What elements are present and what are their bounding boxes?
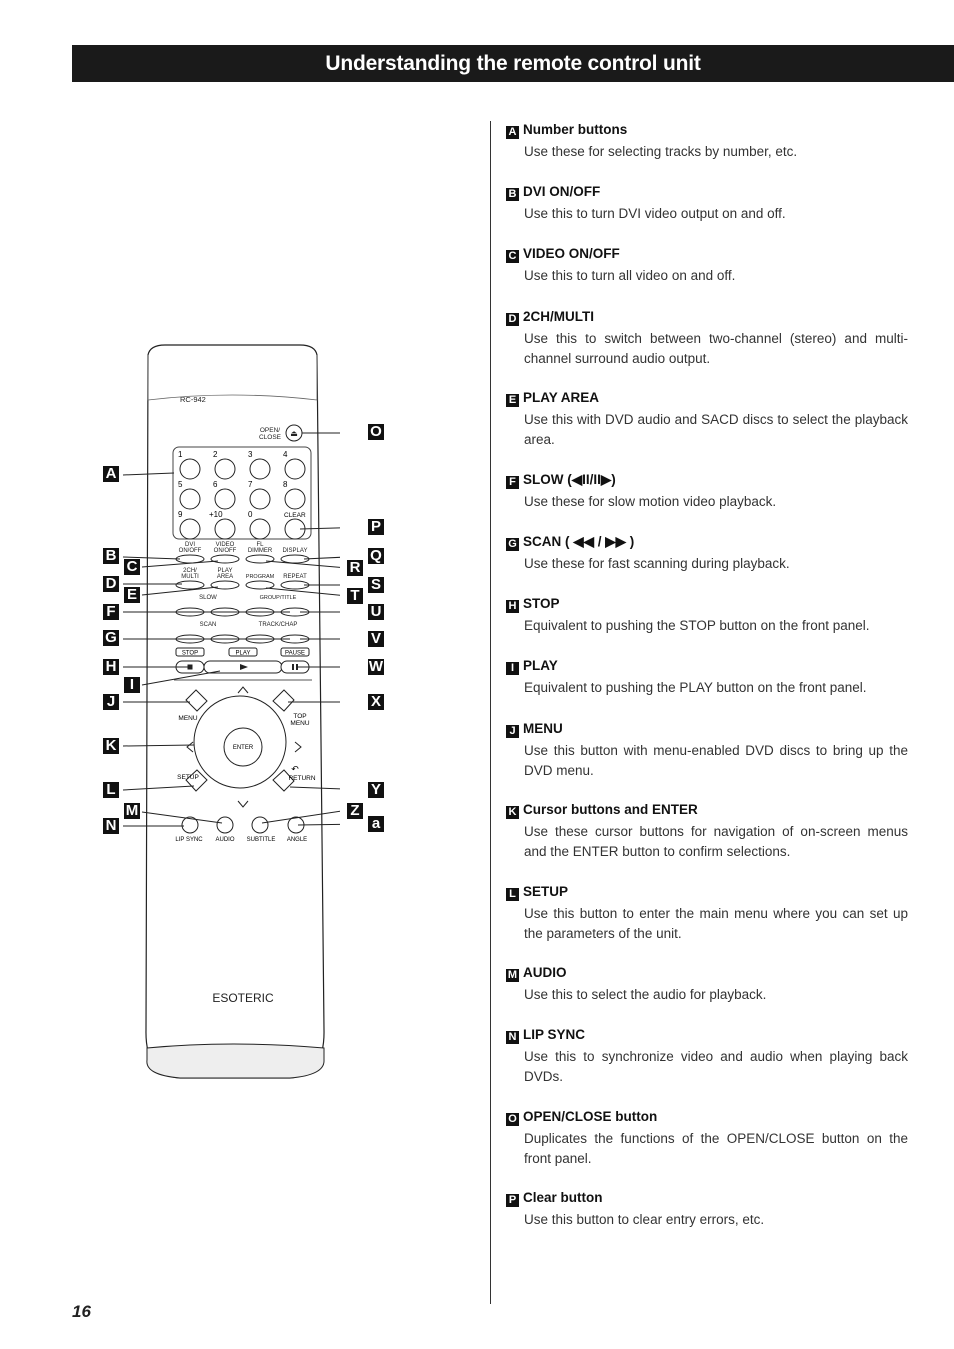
entry-title: STOP (523, 596, 560, 611)
remote-drawing (90, 340, 340, 1085)
angle-label: ANGLE (286, 837, 308, 843)
entry-desc: Duplicates the functions of the OPEN/CLOSE button on the front panel. (524, 1131, 908, 1166)
page-title: Understanding the remote control unit (325, 52, 701, 75)
entry-heading (506, 657, 908, 675)
number-button-8[interactable] (285, 489, 305, 509)
video-label: VIDEO ON/OFF (213, 542, 237, 554)
callout-d: D (103, 576, 119, 592)
entry-k (506, 801, 908, 861)
entry-p (506, 1189, 908, 1230)
column-divider (490, 121, 491, 1304)
pause-label: PAUSE (285, 650, 305, 657)
entry-h (506, 595, 908, 636)
entry-title: Cursor buttons and ENTER (523, 802, 698, 817)
entry-key: D (506, 313, 519, 326)
entry-desc: Use this button with menu-enabled DVD discs to bring up the DVD menu. (524, 743, 908, 778)
return-label: RETURN (288, 775, 316, 782)
track-chap-label: TRACK/CHAP (258, 622, 298, 628)
entry-f (506, 471, 908, 512)
entry-heading (506, 883, 908, 901)
remote-illustration (90, 340, 340, 1090)
entry-heading (506, 801, 908, 819)
callout-c: C (124, 559, 140, 575)
number-button-5[interactable] (180, 489, 200, 509)
open-label: OPEN/ (259, 427, 281, 434)
audio-label: AUDIO (215, 837, 235, 843)
play-label: PLAY (235, 650, 251, 657)
entry-desc: Use this button to clear entry errors, etc. (524, 1212, 765, 1227)
enter-label: ENTER (232, 745, 254, 751)
entry-desc: Equivalent to pushing the PLAY button on the front panel. (524, 680, 867, 695)
entry-title: SCAN ( ◀◀ / ▶▶ ) (523, 534, 635, 549)
num-label-plus10: +10 (209, 510, 223, 519)
title-bar (72, 45, 954, 82)
entry-key: I (506, 662, 519, 675)
number-button-1[interactable] (180, 459, 200, 479)
entry-key: C (506, 250, 519, 263)
entry-heading (506, 720, 908, 738)
dvi-on-off-button[interactable] (176, 555, 204, 563)
entry-g (506, 533, 908, 574)
num-label-6: 6 (213, 480, 218, 489)
entry-key: K (506, 806, 519, 819)
pause-icon-bar-2 (296, 664, 298, 670)
callout-x: X (368, 694, 384, 710)
entry-title: MENU (523, 721, 563, 736)
2ch-multi-label: 2CH/ MULTI (181, 568, 199, 580)
callout-i: I (124, 677, 140, 693)
entry-key: A (506, 126, 519, 139)
callout-h: H (103, 659, 119, 675)
entry-i (506, 657, 908, 698)
number-button-7[interactable] (250, 489, 270, 509)
entry-l (506, 883, 908, 943)
top-menu-label: TOP MENU (290, 713, 310, 727)
setup-label: SETUP (177, 774, 199, 781)
callout-f: F (103, 604, 119, 620)
number-button-6[interactable] (215, 489, 235, 509)
lip-sync-label: LIP SYNC (175, 837, 203, 843)
entry-key: P (506, 1194, 519, 1207)
num-label-4: 4 (283, 450, 288, 459)
entry-desc: Use these cursor buttons for navigation of on-screen menus and the ENTER button to confirm selections. (524, 824, 908, 859)
num-label-clear: CLEAR (284, 512, 306, 519)
callout-lower-a: a (368, 816, 384, 832)
entry-desc: Equivalent to pushing the STOP button on the front panel. (524, 618, 870, 633)
scan-label: SCAN (199, 622, 217, 628)
entry-heading (506, 1108, 908, 1126)
callout-s: S (368, 577, 384, 593)
callout-u: U (368, 604, 384, 620)
callout-q: Q (368, 548, 384, 564)
entry-title: OPEN/CLOSE button (523, 1109, 658, 1124)
subtitle-button[interactable] (252, 817, 268, 833)
num-label-9: 9 (178, 510, 183, 519)
menu-label: MENU (178, 715, 198, 722)
entry-b (506, 183, 908, 224)
entry-heading (506, 308, 908, 326)
open-close-label (259, 427, 282, 441)
program-button[interactable] (246, 581, 274, 589)
entry-heading (506, 183, 908, 201)
entry-title: 2CH/MULTI (523, 309, 594, 324)
entry-j (506, 720, 908, 780)
entry-title: VIDEO ON/OFF (523, 246, 620, 261)
stop-icon (188, 665, 193, 670)
callout-p: P (368, 519, 384, 535)
entry-c (506, 245, 908, 286)
play-area-button[interactable] (211, 581, 239, 589)
callout-k: K (103, 738, 119, 754)
callout-n: N (103, 818, 119, 834)
num-label-3: 3 (248, 450, 253, 459)
entry-title: SETUP (523, 884, 569, 899)
entry-n (506, 1026, 908, 1086)
entry-heading (506, 121, 908, 139)
number-button-4[interactable] (285, 459, 305, 479)
page-number: 16 (72, 1302, 91, 1321)
callout-o: O (368, 424, 384, 440)
entry-key: O (506, 1113, 519, 1126)
callout-v: V (368, 631, 384, 647)
entry-desc: Use this to turn DVI video output on and off. (524, 206, 786, 221)
entry-desc: Use this to switch between two-channel (stereo) and multi-channel surround audio output. (524, 331, 908, 366)
entry-m (506, 964, 908, 1005)
entry-heading (506, 595, 908, 613)
dvi-label: DVI ON/OFF (178, 542, 202, 554)
entry-key: H (506, 600, 519, 613)
entry-key: B (506, 188, 519, 201)
close-label: CLOSE (258, 434, 282, 441)
num-label-5: 5 (178, 480, 183, 489)
entry-desc: Use this to turn all video on and off. (524, 268, 736, 283)
entry-key: F (506, 476, 519, 489)
number-button-3[interactable] (250, 459, 270, 479)
stop-label: STOP (181, 650, 199, 657)
num-label-7: 7 (248, 480, 253, 489)
num-label-2: 2 (213, 450, 218, 459)
entry-heading (506, 389, 908, 407)
number-button-9[interactable] (180, 519, 200, 539)
entry-desc: Use these for fast scanning during playback. (524, 556, 790, 571)
entry-title: SLOW (◀II/II▶) (523, 472, 616, 487)
pause-icon-bar-1 (292, 664, 294, 670)
remote-model: RC-942 (180, 395, 206, 404)
2ch-multi-button[interactable] (176, 581, 204, 589)
callout-j: J (103, 694, 119, 710)
entry-o (506, 1108, 908, 1168)
display-label: DISPLAY (282, 548, 308, 554)
callout-a: A (103, 466, 119, 482)
number-button-2[interactable] (215, 459, 235, 479)
entry-desc: Use this with DVD audio and SACD discs to select the playback area. (524, 412, 908, 447)
slow-label: SLOW (199, 595, 217, 601)
callout-b: B (103, 548, 119, 564)
num-label-0: 0 (248, 510, 253, 519)
eject-icon: ⏏ (290, 429, 298, 438)
entry-a (506, 121, 908, 162)
entry-title: PLAY AREA (523, 390, 600, 405)
callout-w: W (368, 658, 384, 675)
return-icon: ↶ (291, 764, 299, 774)
entry-heading (506, 245, 908, 263)
group-title-label: GROUP/TITLE (259, 595, 297, 601)
audio-button[interactable] (217, 817, 233, 833)
fl-dimmer-label: FL DIMMER (247, 542, 273, 554)
entry-title: Number buttons (523, 122, 628, 137)
entry-title: AUDIO (523, 965, 567, 980)
num-label-1: 1 (178, 450, 183, 459)
entry-heading (506, 533, 908, 551)
entry-key: N (506, 1031, 519, 1044)
entry-heading (506, 471, 908, 489)
entry-title: DVI ON/OFF (523, 184, 601, 199)
entry-d (506, 308, 908, 368)
callout-y: Y (368, 782, 384, 798)
entry-desc: Use these for slow motion video playback. (524, 494, 777, 509)
play-area-label: PLAY AREA (216, 568, 234, 580)
entry-e (506, 389, 908, 449)
callout-t: T (347, 588, 363, 604)
entry-title: LIP SYNC (523, 1027, 586, 1042)
callout-m: M (125, 802, 139, 819)
entry-desc: Use this to synchronize video and audio when playing back DVDs. (524, 1049, 908, 1084)
video-on-off-button[interactable] (211, 555, 239, 563)
entry-title: PLAY (523, 658, 558, 673)
entry-heading (506, 964, 908, 982)
entry-key: M (507, 969, 518, 981)
entry-desc: Use these for selecting tracks by number, etc. (524, 144, 798, 159)
subtitle-label: SUBTITLE (246, 837, 276, 843)
callout-g: G (103, 630, 119, 646)
entry-key: L (506, 888, 519, 901)
number-button-plus10[interactable] (215, 519, 235, 539)
callout-r: R (347, 560, 363, 576)
num-label-8: 8 (283, 480, 288, 489)
number-button-0[interactable] (250, 519, 270, 539)
entry-heading (506, 1189, 908, 1207)
callout-z: Z (347, 803, 363, 819)
repeat-label: REPEAT (283, 574, 307, 580)
entry-key: J (506, 725, 519, 738)
brand-logo: ESOTERIC (212, 991, 274, 1005)
entry-heading (506, 1026, 908, 1044)
entry-key: E (506, 394, 519, 407)
program-label: PROGRAM (245, 574, 275, 580)
entry-desc: Use this button to enter the main menu where you can set up the parameters of the unit. (524, 906, 908, 941)
callout-l: L (103, 782, 119, 798)
entry-desc: Use this to select the audio for playback. (524, 987, 767, 1002)
entry-title: Clear button (523, 1190, 603, 1205)
entry-key: G (506, 538, 519, 551)
callout-e: E (124, 587, 140, 603)
